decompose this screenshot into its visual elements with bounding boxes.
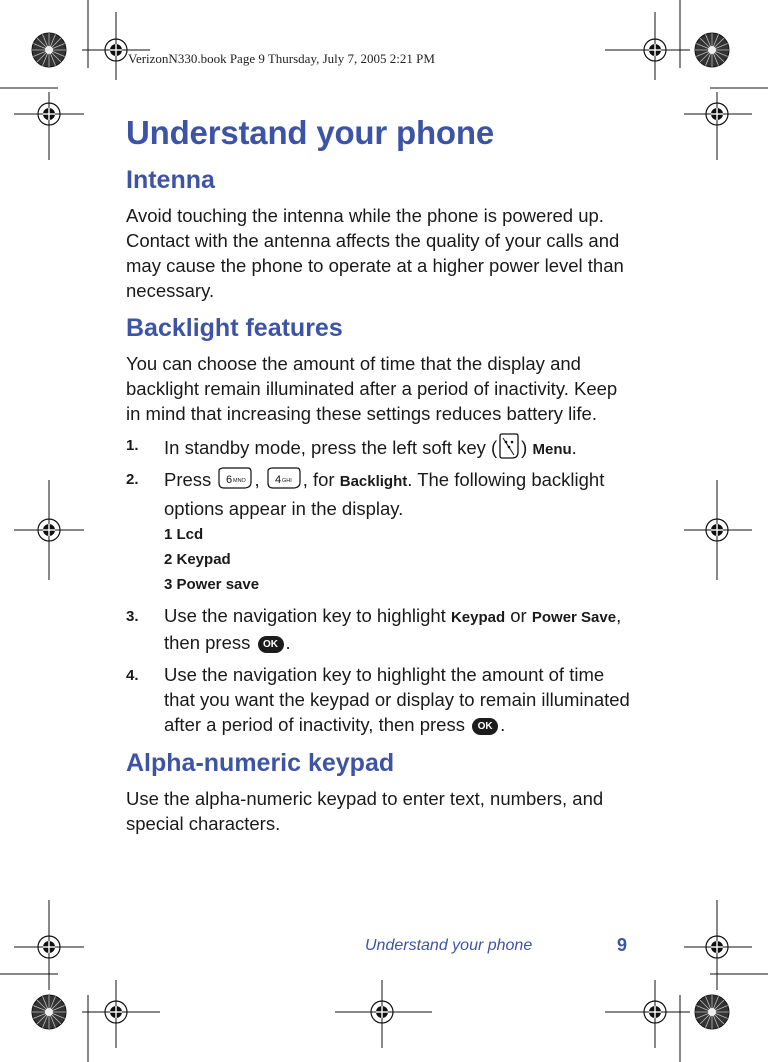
svg-text:6: 6 [226,474,233,486]
step-1-part: In standby mode, press the left soft key ( [164,436,498,458]
step-4-part: Use the navigation key to highlight the amount of time that you want the keypad or display to remain illuminated after a period of inactivity, then press [164,664,630,735]
page-number: 9 [617,935,628,955]
step-3-part: Use the navigation key to highlight [164,605,451,626]
svg-text:MNO: MNO [233,478,247,484]
step-3-text [164,603,639,655]
backlight-label: Backlight [339,472,408,490]
step-3-part: or [505,605,532,626]
option-keypad: 2 Keypad [164,551,231,568]
step-1-text [164,432,639,466]
keypad-label: Keypad [450,609,506,626]
intenna-heading: Intenna [126,166,215,194]
step-2-part: Press [164,468,217,490]
step-4-text [164,662,639,737]
step-2-part: . The following backlight options appear in the display. [164,468,605,519]
left-soft-key-icon [497,432,521,466]
step-3-part: , then press [164,605,622,653]
print-stamp: VerizonN330.book Page 9 Thursday, July 7, 2005 2:21 PM [128,51,435,66]
backlight-heading: Backlight features [126,314,343,342]
keypad-body: Use the alpha-numeric keypad to enter text, numbers, and special characters. [126,788,604,834]
ok-key-icon: OK [258,636,284,653]
step-1-part: ) [521,436,533,458]
step-number: 3. [126,608,139,625]
key-4-ghi-icon [265,466,303,496]
step-number: 1. [126,437,139,454]
ok-key-icon: OK [472,718,498,735]
intenna-body: Avoid touching the intenna while the phone is powered up. Contact with the antenna affects the quality of your calls and may cause the phone to operate at a higher power level than necessary. [126,205,624,301]
svg-text:4: 4 [274,474,281,486]
step-2-text [164,466,639,521]
step-3-part: . [285,632,291,653]
footer-title: Understand your phone [365,937,533,954]
step-number: 4. [126,667,139,684]
option-lcd: 1 Lcd [164,526,204,543]
step-4-part: . [500,714,506,735]
page-title: Understand your phone [126,114,494,151]
step-1-part: . [571,436,577,458]
step-2-part: , for [302,468,340,490]
backlight-body: You can choose the amount of time that the display and backlight remain illuminated after a period of inactivity. Keep in mind that increasing these settings reduces battery life. [126,353,618,424]
option-power-save: 3 Power save [164,576,260,593]
step-number: 2. [126,471,139,488]
step-2-part: , [254,468,265,490]
power-save-label: Power Save [531,609,617,626]
key-6-mno-icon [216,466,254,496]
svg-text:GHI: GHI [281,478,292,484]
menu-label: Menu [532,440,572,458]
keypad-heading: Alpha-numeric keypad [126,749,395,777]
